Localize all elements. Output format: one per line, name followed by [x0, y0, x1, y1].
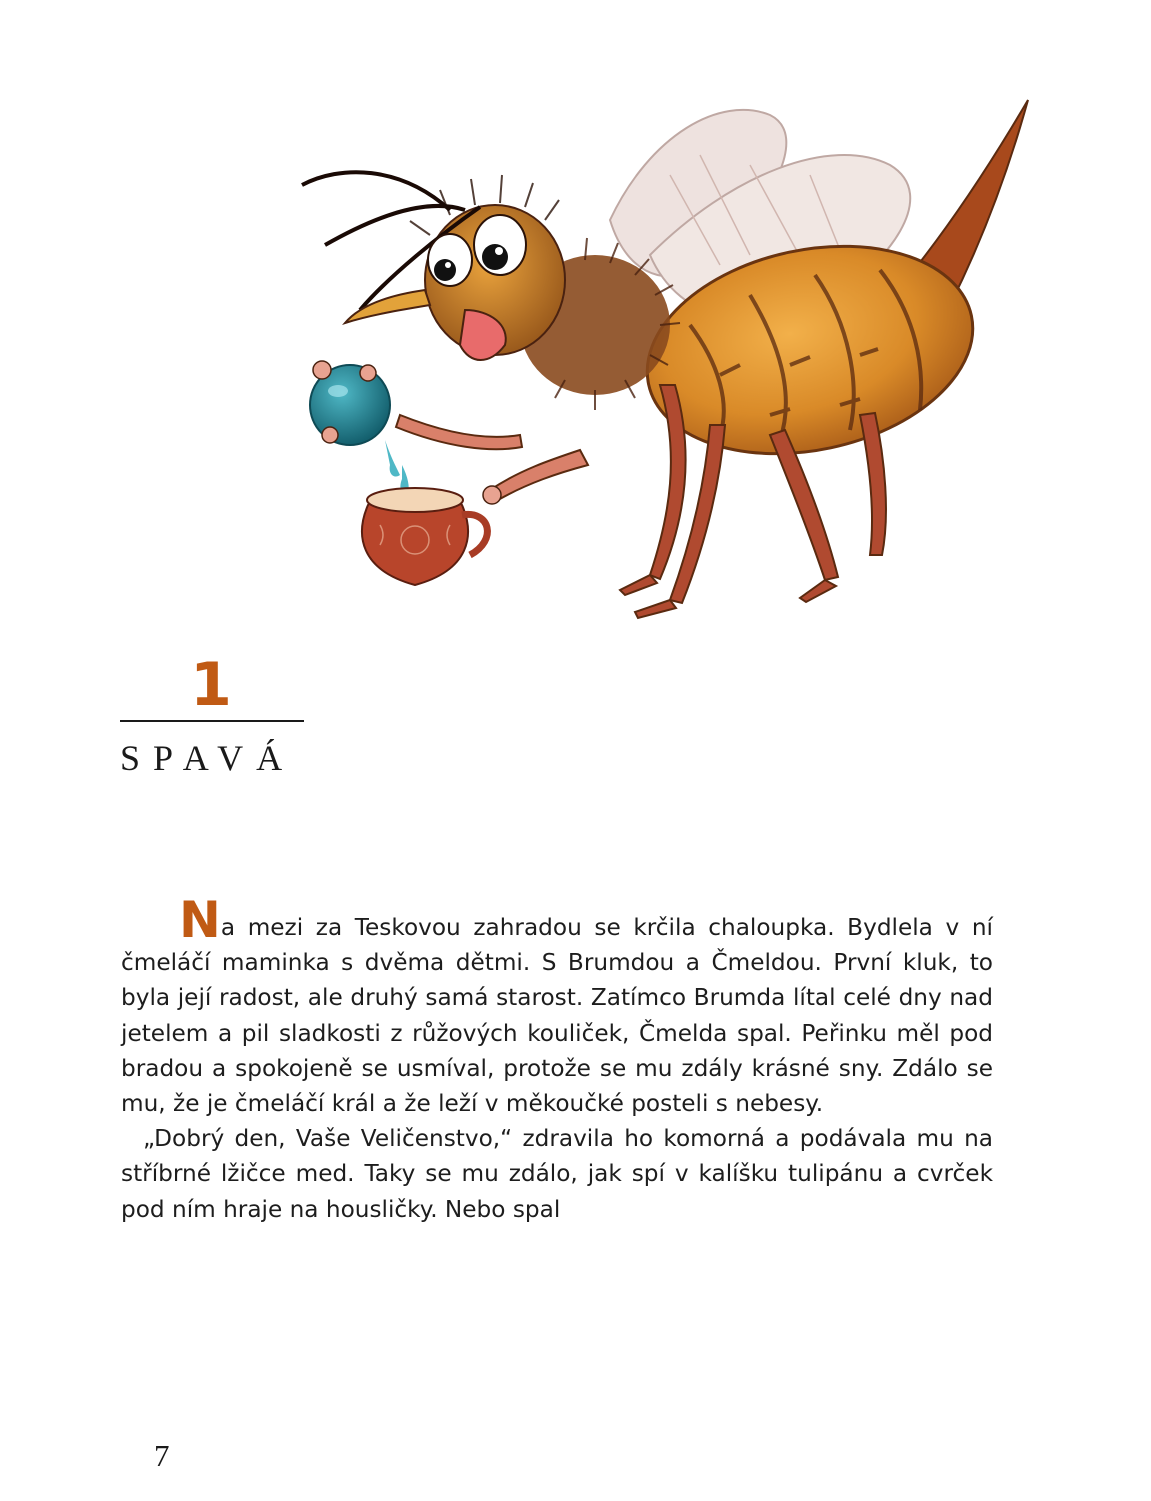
- page-number: 7: [154, 1438, 170, 1473]
- bumblebee-with-honey-pot-illustration: [250, 95, 1040, 640]
- body-text: [121, 891, 993, 1227]
- chapter-divider: [120, 720, 304, 722]
- drop-cap: N: [179, 891, 221, 949]
- paragraph-2-text: „Dobrý den, Vaše Veličenstvo,“ zdravila ho komorná a podávala mu na stříbrné lžičce med. Taky se mu zdálo, jak spí v kalíšku tulipánu a cvrček pod ním hraje na housličky. Nebo spal: [121, 1125, 993, 1223]
- chapter-title: SPAVÁ: [120, 738, 296, 778]
- paragraph: [121, 891, 993, 1121]
- paragraph-1-text: a mezi za Teskovou zahradou se krčila chaloupka. Bydlela v ní čmeláčí maminka s dvěma dětmi. S Brumdou a Čmeldou. První kluk, to byla její radost, ale druhý samá starost. Zatímco Brumda lítal celé dny nad jetelem a pil sladkosti z růžových kouliček, Čmelda spal. Peřinku měl pod bradou a spokojeně se usmíval, protože se mu zdály krásné sny. Zdálo se mu, že je čmeláčí král a že leží v měkoučké posteli s nebesy.: [121, 914, 993, 1118]
- chapter-number: 1: [190, 650, 232, 720]
